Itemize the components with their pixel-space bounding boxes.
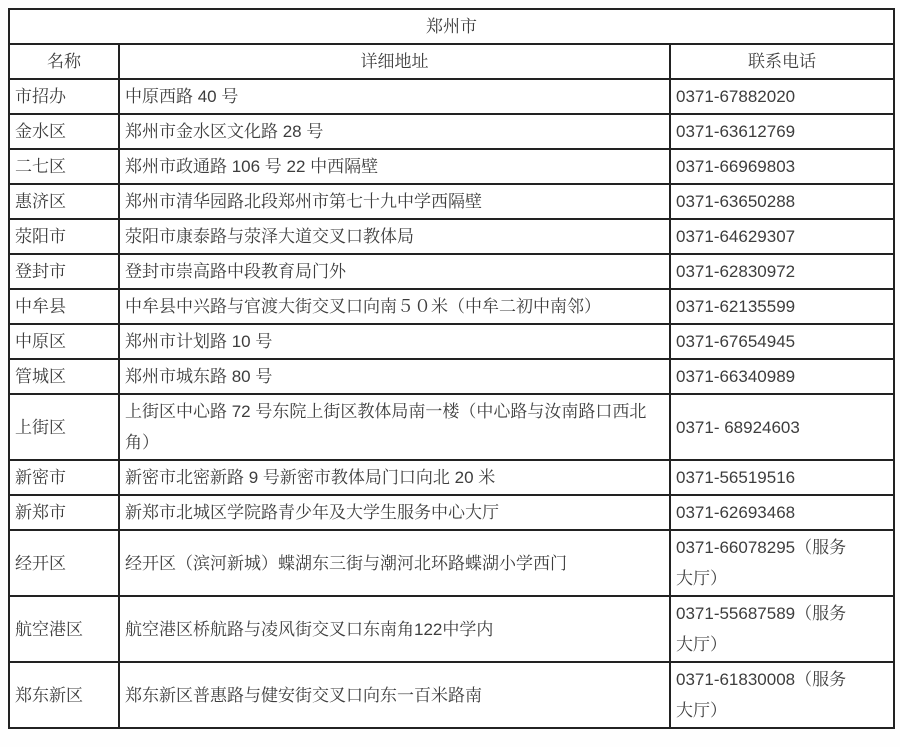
phone-cell: 0371-62135599: [670, 289, 894, 324]
district-name-cell: 惠济区: [9, 184, 119, 219]
phone-cell: 0371-67882020: [670, 79, 894, 114]
district-name-cell: 新密市: [9, 460, 119, 495]
address-cell: 郑州市金水区文化路 28 号: [119, 114, 670, 149]
phone-cell: 0371- 68924603: [670, 394, 894, 460]
phone-cell: 0371-64629307: [670, 219, 894, 254]
phone-cell: 0371-67654945: [670, 324, 894, 359]
address-cell: 中牟县中兴路与官渡大街交叉口向南５０米（中牟二初中南邻）: [119, 289, 670, 324]
district-name-cell: 中牟县: [9, 289, 119, 324]
phone-cell: 0371-62693468: [670, 495, 894, 530]
phone-cell: 0371-63650288: [670, 184, 894, 219]
phone-cell: 0371-63612769: [670, 114, 894, 149]
table-row: [9, 394, 894, 460]
address-cell: 荥阳市康泰路与荥泽大道交叉口教体局: [119, 219, 670, 254]
address-cell: 郑州市城东路 80 号: [119, 359, 670, 394]
phone-cell: 0371-55687589（服务大厅）: [670, 596, 894, 662]
address-cell: 登封市崇高路中段教育局门外: [119, 254, 670, 289]
column-header-address: 详细地址: [119, 44, 670, 79]
address-cell: 郑东新区普惠路与健安街交叉口向东一百米路南: [119, 662, 670, 728]
table-row: [9, 324, 894, 359]
address-cell: 新郑市北城区学院路青少年及大学生服务中心大厅: [119, 495, 670, 530]
district-name-cell: 管城区: [9, 359, 119, 394]
column-header-phone: 联系电话: [670, 44, 894, 79]
district-name-cell: 郑东新区: [9, 662, 119, 728]
table-row: [9, 114, 894, 149]
table-row: [9, 149, 894, 184]
phone-cell: 0371-66969803: [670, 149, 894, 184]
address-cell: 郑州市清华园路北段郑州市第七十九中学西隔壁: [119, 184, 670, 219]
city-title: 郑州市: [9, 9, 894, 44]
phone-cell: 0371-66340989: [670, 359, 894, 394]
table-row: [9, 359, 894, 394]
column-header-name: 名称: [9, 44, 119, 79]
table-row: [9, 184, 894, 219]
address-cell: 经开区（滨河新城）蝶湖东三街与潮河北环路蝶湖小学西门: [119, 530, 670, 596]
address-cell: 中原西路 40 号: [119, 79, 670, 114]
phone-cell: 0371-56519516: [670, 460, 894, 495]
table-row: [9, 79, 894, 114]
table-head: [9, 9, 894, 79]
table-row: [9, 289, 894, 324]
city-title-row: [9, 9, 894, 44]
address-cell: 郑州市计划路 10 号: [119, 324, 670, 359]
district-name-cell: 荥阳市: [9, 219, 119, 254]
district-name-cell: 经开区: [9, 530, 119, 596]
address-cell: 郑州市政通路 106 号 22 中西隔壁: [119, 149, 670, 184]
table-row: [9, 219, 894, 254]
district-name-cell: 航空港区: [9, 596, 119, 662]
district-name-cell: 新郑市: [9, 495, 119, 530]
phone-cell: 0371-61830008（服务大厅）: [670, 662, 894, 728]
district-name-cell: 二七区: [9, 149, 119, 184]
table-row: [9, 254, 894, 289]
table-row: [9, 460, 894, 495]
phone-cell: 0371-62830972: [670, 254, 894, 289]
address-cell: 新密市北密新路 9 号新密市教体局门口向北 20 米: [119, 460, 670, 495]
district-name-cell: 市招办: [9, 79, 119, 114]
column-header-row: [9, 44, 894, 79]
district-name-cell: 中原区: [9, 324, 119, 359]
phone-cell: 0371-66078295（服务大厅）: [670, 530, 894, 596]
table-row: [9, 530, 894, 596]
table-body: [9, 79, 894, 728]
table-row: [9, 495, 894, 530]
table-row: [9, 596, 894, 662]
district-name-cell: 登封市: [9, 254, 119, 289]
table-row: [9, 662, 894, 728]
address-cell: 上街区中心路 72 号东院上街区教体局南一楼（中心路与汝南路口西北角）: [119, 394, 670, 460]
contact-table: [8, 8, 895, 729]
address-cell: 航空港区桥航路与凌风街交叉口东南角122中学内: [119, 596, 670, 662]
district-name-cell: 金水区: [9, 114, 119, 149]
district-name-cell: 上街区: [9, 394, 119, 460]
